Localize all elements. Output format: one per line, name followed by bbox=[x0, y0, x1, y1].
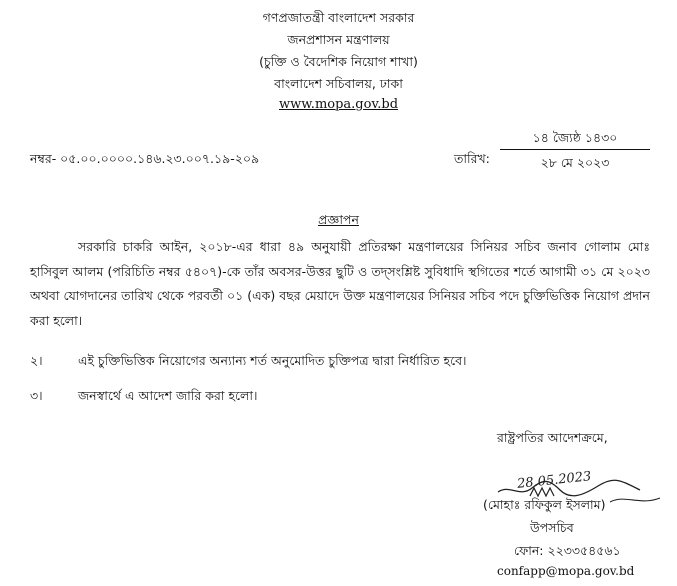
website-link[interactable]: www.mopa.gov.bd bbox=[278, 97, 399, 112]
date-english: ২৮ মে ২০২৩ bbox=[540, 155, 610, 170]
date-divider bbox=[500, 149, 650, 150]
ministry-name: জনপ্রশাসন মন্ত্রণালয় bbox=[287, 32, 390, 47]
section-name: (চুক্তি ও বৈদেশিক নিয়োগ শাখা) bbox=[259, 54, 418, 69]
website-link-wrap bbox=[0, 96, 677, 112]
handwritten-date: 28.05.2023 bbox=[516, 469, 593, 492]
item-3-text: জনস্বার্থে এ আদেশ জারি করা হলো। bbox=[78, 388, 258, 403]
item-2-number: ২। bbox=[30, 353, 43, 368]
paragraph-1: সরকারি চাকরি আইন, ২০১৮-এর ধারা ৪৯ অনুযায়ী প্রতিরক্ষা মন্ত্রণালয়ের সিনিয়র সচিব জনাব গোলাম মোঃ হাসিবুল আলম (পরিচিতি নম্বর ৫৪০৭)-কে তাঁর অবসর-উত্তর ছুটি ও তদ্‌সংশ্লিষ্ট সুবিধাদি স্থগিতের শর্তে আগামী ৩১ মে ২০২৩ অথবা যোগদানের তারিখ থেকে পরবর্তী ০১ (এক) বছর মেয়াদে উক্ত মন্ত্রণালয়ের সিনিয়র সচিব পদে চুক্তিভিত্তিক নিয়োগ প্রদান করা হলো। bbox=[30, 239, 650, 328]
notice-title: প্রজ্ঞাপন bbox=[318, 212, 359, 227]
item-2-text: এই চুক্তিভিত্তিক নিয়োগের অন্যান্য শর্ত অনুমোদিত চুক্তিপত্র দ্বারা নির্ধারিত হবে। bbox=[78, 353, 467, 368]
signatory-name: (মোহাঃ রফিকুল ইসলাম) bbox=[483, 497, 606, 512]
signatory-designation: উপসচিব bbox=[530, 520, 574, 535]
office-address: বাংলাদেশ সচিবালয়, ঢাকা bbox=[274, 76, 403, 91]
order-line: রাষ্ট্রপতির আদেশক্রমে, bbox=[497, 430, 608, 445]
signatory-email[interactable]: confapp@mopa.gov.bd bbox=[497, 564, 635, 578]
date-label: তারিখ: bbox=[454, 151, 490, 166]
memo-number: নম্বর- ০৫.০০.০০০০.১৪৬.২৩.০০৭.১৯-২০৯ bbox=[30, 151, 260, 166]
item-3-number: ৩। bbox=[30, 388, 43, 403]
signatory-phone: ফোন: ২২৩৩৫৪৫৬১ bbox=[514, 543, 621, 558]
date-bangla: ১৪ জ্যৈষ্ঠ ১৪৩০ bbox=[532, 130, 618, 145]
government-title: গণপ্রজাতন্ত্রী বাংলাদেশ সরকার bbox=[262, 10, 415, 25]
